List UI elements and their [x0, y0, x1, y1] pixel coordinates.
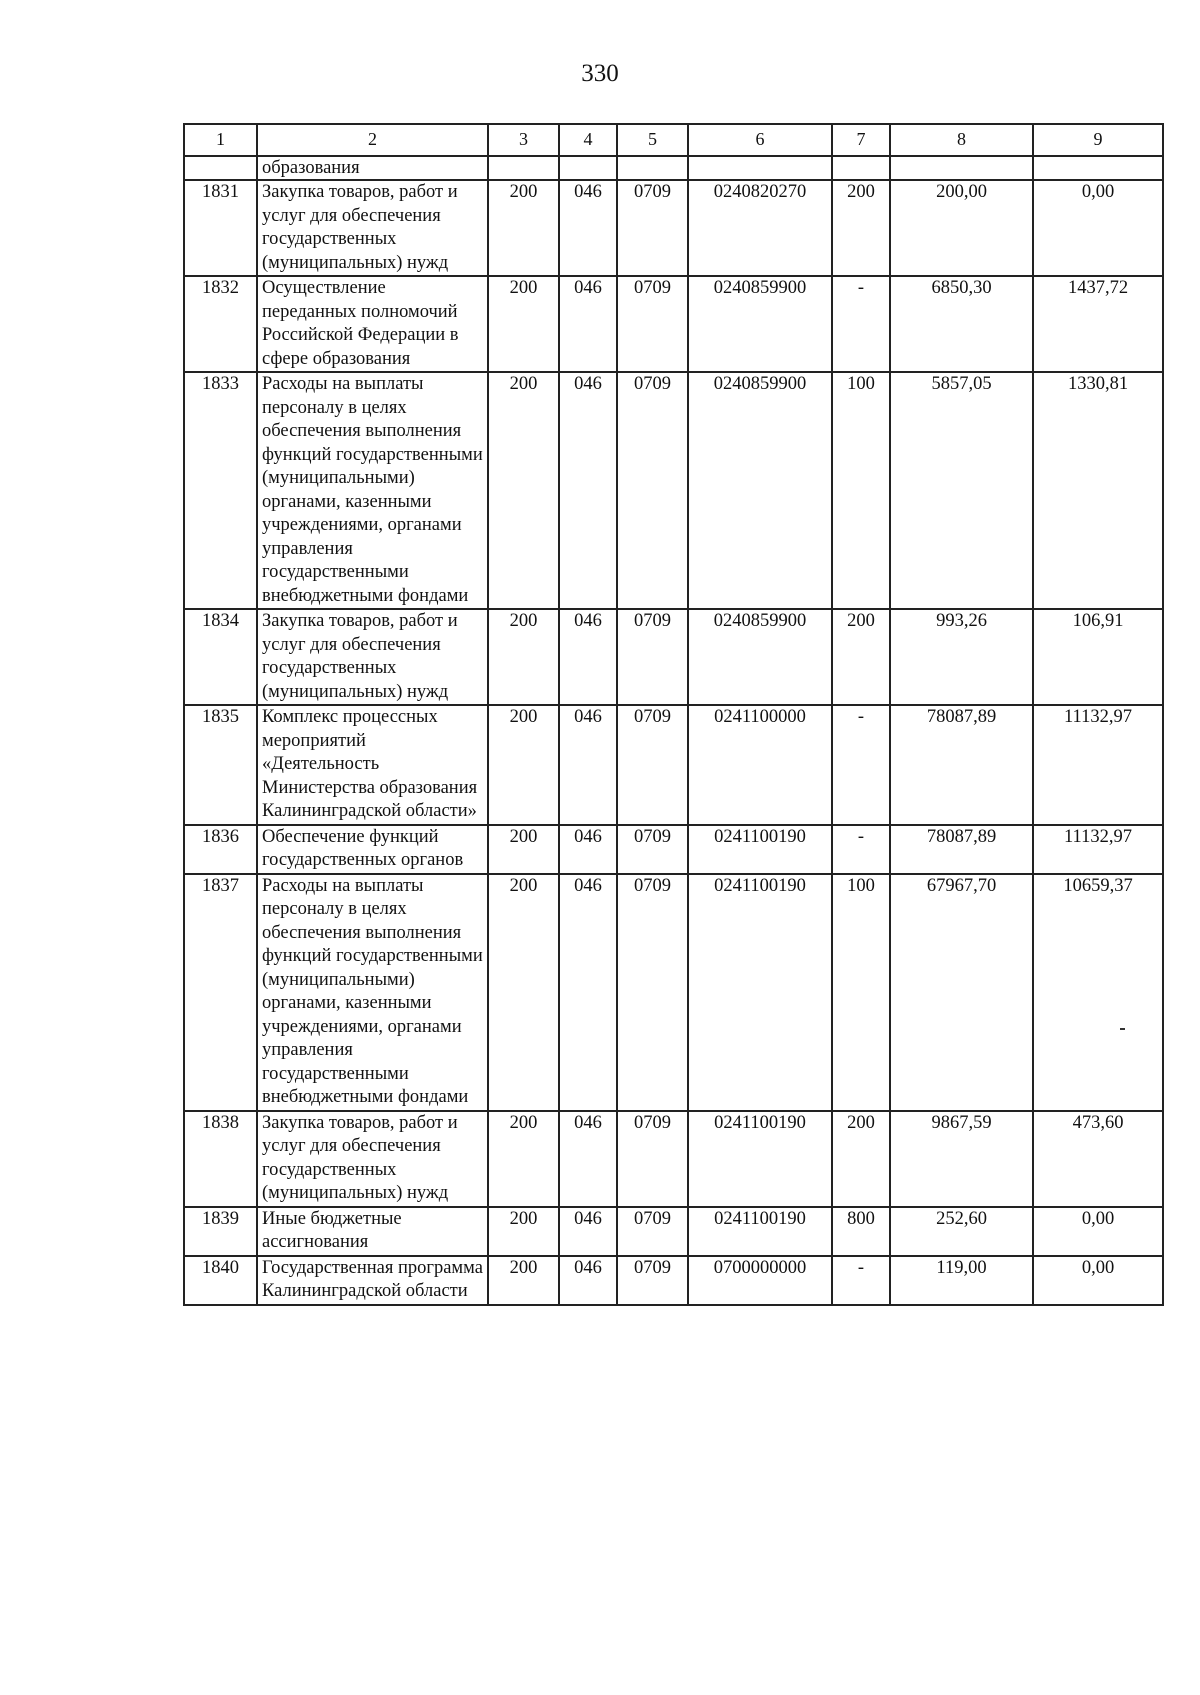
budget-table — [183, 123, 1164, 1306]
continuation-row — [184, 156, 1163, 180]
cell-col-4: 046 — [559, 874, 617, 1111]
row-name: Осуществление переданных полномочий Российской Федерации в сфере образования — [257, 276, 488, 372]
table-row — [184, 705, 1163, 825]
row-number: 1833 — [184, 372, 257, 609]
header-cell-4: 4 — [559, 124, 617, 156]
cell-col-8: 119,00 — [890, 1256, 1033, 1305]
cell-col-9: 0,00 — [1033, 1207, 1163, 1256]
row-number: 1835 — [184, 705, 257, 825]
cell-col-8: 200,00 — [890, 180, 1033, 276]
cell-col-4: 046 — [559, 1111, 617, 1207]
header-cell-7: 7 — [832, 124, 890, 156]
cell-col-4: 046 — [559, 1256, 617, 1305]
row-name: Расходы на выплаты персоналу в целях обеспечения выполнения функций государственными (муниципальными) органами, казенными учреждениями, органами управления государственными внебюджетными фондами — [257, 372, 488, 609]
cell-col-3: 200 — [488, 276, 559, 372]
row-number: 1838 — [184, 1111, 257, 1207]
cell-col-8: 67967,70 — [890, 874, 1033, 1111]
cell-col-8: 78087,89 — [890, 705, 1033, 825]
scan-mark — [1120, 1028, 1125, 1030]
cell-col-5: 0709 — [617, 180, 688, 276]
table-row — [184, 1111, 1163, 1207]
cell-col-5 — [617, 156, 688, 180]
header-cell-9: 9 — [1033, 124, 1163, 156]
cell-col-9: 473,60 — [1033, 1111, 1163, 1207]
row-name: Государственная программа Калининградской области — [257, 1256, 488, 1305]
cell-col-7: - — [832, 705, 890, 825]
cell-col-6: 0241100190 — [688, 1111, 832, 1207]
header-cell-3: 3 — [488, 124, 559, 156]
row-number: 1834 — [184, 609, 257, 705]
table-row — [184, 1207, 1163, 1256]
row-number — [184, 156, 257, 180]
cell-col-8: 78087,89 — [890, 825, 1033, 874]
cell-col-3: 200 — [488, 705, 559, 825]
header-cell-6: 6 — [688, 124, 832, 156]
cell-col-3: 200 — [488, 1256, 559, 1305]
cell-col-5: 0709 — [617, 1207, 688, 1256]
cell-col-6 — [688, 156, 832, 180]
table-row — [184, 609, 1163, 705]
cell-col-6: 0240820270 — [688, 180, 832, 276]
table-row — [184, 276, 1163, 372]
cell-col-5: 0709 — [617, 874, 688, 1111]
cell-col-6: 0241100190 — [688, 874, 832, 1111]
cell-col-5: 0709 — [617, 609, 688, 705]
cell-col-4: 046 — [559, 372, 617, 609]
row-name: Комплекс процессных мероприятий «Деятельность Министерства образования Калининградской области» — [257, 705, 488, 825]
cell-col-7: - — [832, 825, 890, 874]
cell-col-3: 200 — [488, 372, 559, 609]
cell-col-6: 0241100190 — [688, 1207, 832, 1256]
cell-col-7: 200 — [832, 609, 890, 705]
row-name: Закупка товаров, работ и услуг для обеспечения государственных (муниципальных) нужд — [257, 180, 488, 276]
cell-col-3: 200 — [488, 1111, 559, 1207]
cell-col-3: 200 — [488, 1207, 559, 1256]
page-number: 330 — [581, 60, 619, 87]
cell-col-9: 11132,97 — [1033, 705, 1163, 825]
cell-col-7: 800 — [832, 1207, 890, 1256]
cell-col-8: 252,60 — [890, 1207, 1033, 1256]
cell-col-8: 6850,30 — [890, 276, 1033, 372]
cell-col-8 — [890, 156, 1033, 180]
table-row — [184, 180, 1163, 276]
row-number: 1840 — [184, 1256, 257, 1305]
cell-col-8: 9867,59 — [890, 1111, 1033, 1207]
cell-col-9: 1330,81 — [1033, 372, 1163, 609]
row-name: Иные бюджетные ассигнования — [257, 1207, 488, 1256]
row-number: 1836 — [184, 825, 257, 874]
cell-col-5: 0709 — [617, 276, 688, 372]
row-name: Расходы на выплаты персоналу в целях обеспечения выполнения функций государственными (муниципальными) органами, казенными учреждениями, органами управления государственными внебюджетными фондами — [257, 874, 488, 1111]
row-name: Закупка товаров, работ и услуг для обеспечения государственных (муниципальных) нужд — [257, 609, 488, 705]
row-name: Закупка товаров, работ и услуг для обеспечения государственных (муниципальных) нужд — [257, 1111, 488, 1207]
cell-col-7 — [832, 156, 890, 180]
header-cell-8: 8 — [890, 124, 1033, 156]
cell-col-3 — [488, 156, 559, 180]
table-row — [184, 825, 1163, 874]
cell-col-8: 993,26 — [890, 609, 1033, 705]
cell-col-7: 200 — [832, 180, 890, 276]
cell-col-6: 0241100190 — [688, 825, 832, 874]
cell-col-5: 0709 — [617, 1111, 688, 1207]
row-number: 1839 — [184, 1207, 257, 1256]
cell-col-6: 0240859900 — [688, 372, 832, 609]
cell-col-9: 11132,97 — [1033, 825, 1163, 874]
cell-col-5: 0709 — [617, 705, 688, 825]
cell-col-6: 0241100000 — [688, 705, 832, 825]
cell-col-3: 200 — [488, 825, 559, 874]
row-name: образования — [257, 156, 488, 180]
table-row — [184, 1256, 1163, 1305]
cell-col-5: 0709 — [617, 825, 688, 874]
cell-col-9: 0,00 — [1033, 180, 1163, 276]
row-number: 1831 — [184, 180, 257, 276]
cell-col-4: 046 — [559, 705, 617, 825]
cell-col-9 — [1033, 156, 1163, 180]
cell-col-4 — [559, 156, 617, 180]
table-row — [184, 372, 1163, 609]
cell-col-6: 0700000000 — [688, 1256, 832, 1305]
table-body — [184, 124, 1163, 1305]
header-cell-1: 1 — [184, 124, 257, 156]
cell-col-5: 0709 — [617, 372, 688, 609]
row-number: 1832 — [184, 276, 257, 372]
cell-col-9: 1437,72 — [1033, 276, 1163, 372]
header-row — [184, 124, 1163, 156]
table-row — [184, 874, 1163, 1111]
header-cell-5: 5 — [617, 124, 688, 156]
cell-col-8: 5857,05 — [890, 372, 1033, 609]
row-name: Обеспечение функций государственных органов — [257, 825, 488, 874]
cell-col-9: 10659,37 — [1033, 874, 1163, 1111]
cell-col-7: 200 — [832, 1111, 890, 1207]
cell-col-6: 0240859900 — [688, 276, 832, 372]
cell-col-3: 200 — [488, 874, 559, 1111]
cell-col-4: 046 — [559, 180, 617, 276]
cell-col-9: 0,00 — [1033, 1256, 1163, 1305]
cell-col-4: 046 — [559, 825, 617, 874]
cell-col-7: - — [832, 1256, 890, 1305]
cell-col-9: 106,91 — [1033, 609, 1163, 705]
cell-col-4: 046 — [559, 1207, 617, 1256]
cell-col-4: 046 — [559, 276, 617, 372]
cell-col-5: 0709 — [617, 1256, 688, 1305]
header-cell-2: 2 — [257, 124, 488, 156]
row-number: 1837 — [184, 874, 257, 1111]
cell-col-3: 200 — [488, 180, 559, 276]
cell-col-7: - — [832, 276, 890, 372]
cell-col-3: 200 — [488, 609, 559, 705]
cell-col-6: 0240859900 — [688, 609, 832, 705]
cell-col-4: 046 — [559, 609, 617, 705]
cell-col-7: 100 — [832, 372, 890, 609]
cell-col-7: 100 — [832, 874, 890, 1111]
